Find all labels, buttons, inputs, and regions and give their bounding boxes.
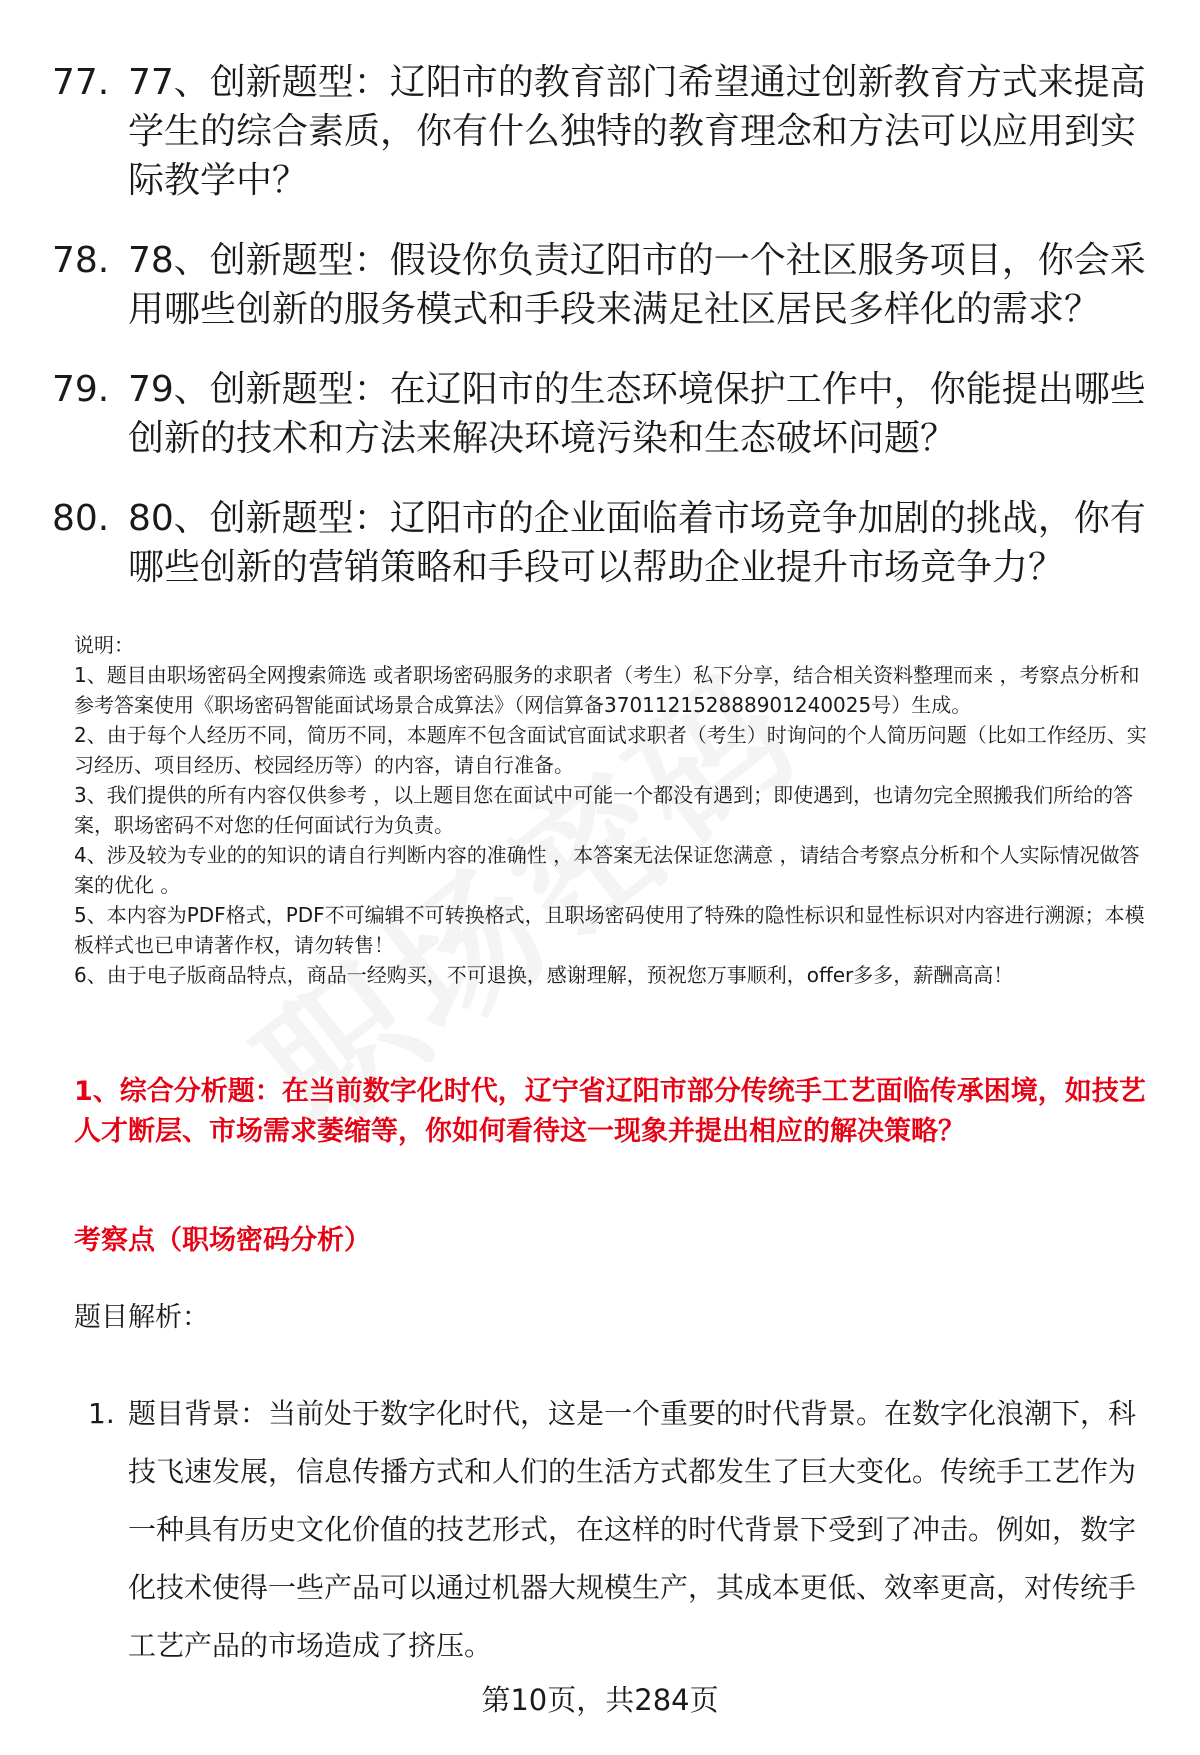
notes-heading: 说明： — [74, 633, 134, 657]
question-item — [52, 494, 1162, 592]
note-item: 6、由于电子版商品特点，商品一经购买，不可退换，感谢理解，预祝您万事顺利，offer多多，薪酬高高！ — [74, 963, 1014, 987]
note-item: 2、由于每个人经历不同，简历不同，本题库不包含面试官面试求职者（考生）时询问的个人简历问题（比如工作经历、实习经历、项目经历、校园经历等）的内容，请自行准备。 — [74, 723, 1147, 777]
question-item — [52, 58, 1162, 205]
question-number: 77. — [52, 62, 110, 103]
note-item: 4、涉及较为专业的的知识的请自行判断内容的准确性 ，本答案无法保证您满意 ，请结合考察点分析和个人实际情况做答案的优化 。 — [74, 843, 1140, 897]
question-text: 78、创新题型：假设你负责辽阳市的一个社区服务项目，你会采用哪些创新的服务模式和手段来满足社区居民多样化的需求？ — [128, 240, 1146, 330]
page-footer: 第10页，共284页 — [481, 1683, 719, 1717]
notes-section — [74, 630, 1159, 990]
analysis-item — [88, 1385, 1158, 1675]
question-number: 78. — [52, 240, 110, 281]
question-text: 79、创新题型：在辽阳市的生态环境保护工作中，你能提出哪些创新的技术和方法来解决环境污染和生态破坏问题？ — [128, 369, 1146, 459]
section-subheading: 考察点（职场密码分析） — [74, 1225, 371, 1256]
note-item: 1、题目由职场密码全网搜索筛选 或者职场密码服务的求职者（考生）私下分享，结合相关资料整理而来 ，考察点分析和参考答案使用《职场密码智能面试场景合成算法》（网信算备370112152888901240025号）生成。 — [74, 663, 1140, 717]
analysis-text: 题目背景：当前处于数字化时代，这是一个重要的时代背景。在数字化浪潮下，科技飞速发展，信息传播方式和人们的生活方式都发生了巨大变化。传统手工艺作为一种具有历史文化价值的技艺形式，在这样的时代背景下受到了冲击。例如，数字化技术使得一些产品可以通过机器大规模生产，其成本更低、效率更高，对传统手工艺产品的市场造成了挤压。 — [128, 1397, 1137, 1662]
note-item: 5、本内容为PDF格式，PDF不可编辑不可转换格式，且职场密码使用了特殊的隐性标识和显性标识对内容进行溯源；本模板样式也已申请著作权，请勿转售！ — [74, 903, 1145, 957]
section-question: 1、综合分析题：在当前数字化时代，辽宁省辽阳市部分传统手工艺面临传承困境，如技艺人才断层、市场需求萎缩等，你如何看待这一现象并提出相应的解决策略？ — [74, 1076, 1146, 1147]
question-item — [52, 365, 1162, 463]
question-number: 79. — [52, 369, 110, 410]
analysis-title: 题目解析： — [74, 1302, 209, 1333]
question-item — [52, 236, 1162, 334]
question-number: 80. — [52, 498, 110, 539]
question-text: 77、创新题型：辽阳市的教育部门希望通过创新教育方式来提高学生的综合素质，你有什么独特的教育理念和方法可以应用到实际教学中？ — [128, 62, 1146, 201]
question-text: 80、创新题型：辽阳市的企业面临着市场竞争加剧的挑战，你有哪些创新的营销策略和手段可以帮助企业提升市场竞争力？ — [128, 498, 1146, 588]
note-item: 3、我们提供的所有内容仅供参考 ，以上题目您在面试中可能一个都没有遇到；即使遇到，也请勿完全照搬我们所给的答案，职场密码不对您的任何面试行为负责。 — [74, 783, 1134, 837]
question-list — [52, 58, 1162, 623]
analysis-number: 1. — [88, 1397, 115, 1430]
